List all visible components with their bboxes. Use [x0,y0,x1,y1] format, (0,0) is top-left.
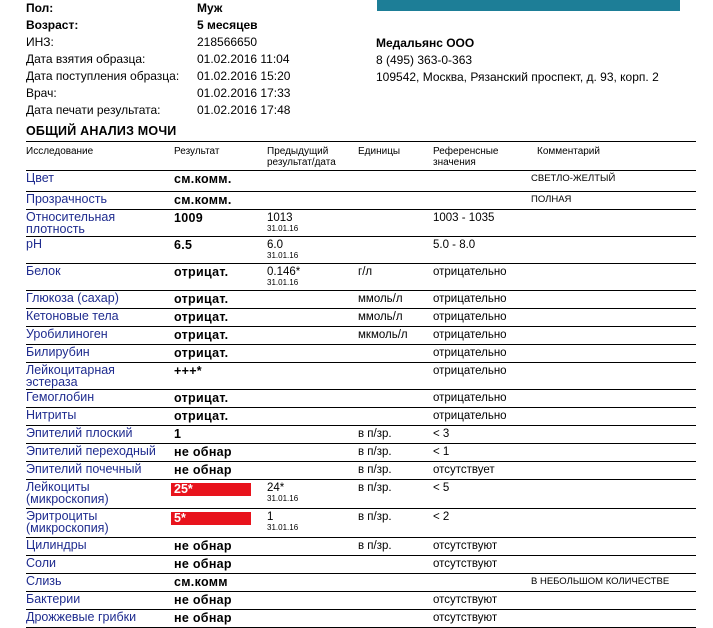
test-units: в п/зр. [358,464,392,476]
table-row [26,192,696,210]
reference-range: отрицательно [433,266,507,278]
table-row [26,592,696,610]
test-name: Цилиндры [26,538,87,552]
test-name: Лейкоцитарная эстераза [26,363,115,389]
previous-date: 31.01.16 [267,278,299,287]
patient-info-value: 5 месяцев [197,18,258,32]
patient-info-label: Пол: [26,1,54,15]
col-comment: Комментарий [537,146,600,157]
test-result: отрицат. [174,310,229,324]
test-name: Глюкоза (сахар) [26,291,119,305]
patient-info-label: Дата печати результата: [26,103,161,117]
test-name: Относительная плотность [26,210,116,236]
table-row [26,309,696,327]
patient-info-label: ИНЗ: [26,35,54,49]
test-result: 6.5 [174,238,193,252]
table-row [26,538,696,556]
results-table [26,141,696,628]
test-name: Гемоглобин [26,390,95,404]
table-row [26,610,696,628]
table-row [26,264,696,291]
test-result: 1009 [174,211,204,225]
previous-value: 1013 [267,212,293,224]
lab-name: Медальянс ООО [376,36,475,50]
patient-info-label: Дата взятия образца: [26,52,146,66]
test-result: не обнар [174,611,232,625]
previous-result [267,238,298,260]
reference-range: отрицательно [433,365,507,377]
test-name: Бактерии [26,592,81,606]
test-units: ммоль/л [358,311,403,323]
test-name: Белок [26,264,61,278]
table-row [26,171,696,192]
test-result: не обнар [174,539,232,553]
col-prev: Предыдущий результат/дата [267,146,336,168]
previous-value: 24* [267,482,285,494]
table-row [26,291,696,309]
table-row [26,390,696,408]
test-result: не обнар [174,463,232,477]
table-header [26,141,696,171]
table-row [26,462,696,480]
patient-info-value: 01.02.2016 17:33 [197,86,291,100]
abnormal-result-flag: 25* [171,483,251,496]
reference-range: 5.0 - 8.0 [433,239,476,251]
test-units: в п/зр. [358,540,392,552]
test-result: отрицат. [174,391,229,405]
reference-range: < 2 [433,511,450,523]
table-row [26,509,696,538]
patient-info [26,0,356,119]
test-name: Эпителий переходный [26,444,156,458]
test-units: ммоль/л [358,293,403,305]
test-units: в п/зр. [358,511,392,523]
previous-date: 31.01.16 [267,494,299,503]
lab-contact [376,35,659,86]
patient-info-row [26,17,356,34]
reference-range: отрицательно [433,347,507,359]
patient-info-value: 01.02.2016 15:20 [197,69,291,83]
test-name: Слизь [26,574,62,588]
reference-range: отрицательно [433,329,507,341]
patient-info-label: Дата поступления образца: [26,69,180,83]
previous-date: 31.01.16 [267,251,299,260]
table-row [26,363,696,390]
test-name: Лейкоциты (микроскопия) [26,480,109,506]
table-body [26,171,696,628]
table-row [26,480,696,509]
patient-info-row [26,34,356,51]
patient-info-value: 218566650 [197,35,258,49]
reference-range: отсутствуют [433,612,498,624]
test-name: Кетоновые тела [26,309,119,323]
reference-range: 1003 - 1035 [433,212,495,224]
col-units: Единицы [358,146,401,157]
test-result: отрицат. [174,409,229,423]
table-row [26,408,696,426]
test-name: Эритроциты (микроскопия) [26,509,109,535]
patient-info-label: Врач: [26,86,57,100]
lab-brand-banner [377,0,680,11]
test-units: в п/зр. [358,428,392,440]
previous-value: 0.146* [267,266,301,278]
patient-info-value: 01.02.2016 11:04 [197,52,290,66]
patient-info-value: Муж [197,1,223,15]
test-result: отрицат. [174,265,229,279]
test-name: Дрожжевые грибки [26,610,137,624]
reference-range: < 3 [433,428,450,440]
lab-phone: 8 (495) 363-0-363 [376,53,473,67]
test-name: Цвет [26,171,55,185]
table-row [26,345,696,363]
test-name: Билирубин [26,345,90,359]
test-units: мкмоль/л [358,329,408,341]
test-comment: СВЕТЛО-ЖЕЛТЫЙ [531,173,616,184]
reference-range: отрицательно [433,293,507,305]
test-units: в п/зр. [358,446,392,458]
test-result: отрицат. [174,328,229,342]
previous-result [267,510,298,532]
table-row [26,426,696,444]
previous-value: 1 [267,511,274,523]
table-row [26,210,696,237]
test-name: Прозрачность [26,192,107,206]
lab-address: 109542, Москва, Рязанский проспект, д. 93, корп. 2 [376,70,659,84]
test-result: +++* [174,364,202,378]
reference-range: отсутствуют [433,540,498,552]
test-result: не обнар [174,593,232,607]
abnormal-result-flag: 5* [171,512,251,525]
test-result: см.комм. [174,193,232,207]
test-result: 1 [174,427,182,441]
previous-result [267,481,298,503]
col-test: Исследование [26,146,94,157]
reference-range: < 5 [433,482,450,494]
col-ref: Референсные значения [433,146,499,168]
patient-info-value: 01.02.2016 17:48 [197,103,291,117]
table-row [26,444,696,462]
test-name: Эпителий плоский [26,426,133,440]
reference-range: отрицательно [433,311,507,323]
patient-info-row [26,85,356,102]
test-name: Эпителий почечный [26,462,142,476]
patient-info-row [26,51,356,68]
patient-info-label: Возраст: [26,18,79,32]
test-result: отрицат. [174,346,229,360]
previous-result [267,265,300,287]
test-name: Уробилиноген [26,327,108,341]
test-result: не обнар [174,557,232,571]
reference-range: отсутствуют [433,594,498,606]
test-name: Нитриты [26,408,77,422]
section-title: ОБЩИЙ АНАЛИЗ МОЧИ [26,124,177,138]
reference-range: < 1 [433,446,450,458]
test-result: см.комм. [174,172,232,186]
previous-value: 6.0 [267,239,283,251]
reference-range: отрицательно [433,410,507,422]
reference-range: отсутствует [433,464,495,476]
test-result: не обнар [174,445,232,459]
test-units: в п/зр. [358,482,392,494]
col-result: Результат [174,146,220,157]
table-row [26,556,696,574]
test-result: отрицат. [174,292,229,306]
patient-info-row [26,102,356,119]
test-comment: ПОЛНАЯ [531,194,572,205]
reference-range: отрицательно [433,392,507,404]
patient-info-row [26,68,356,85]
test-units: г/л [358,266,373,278]
patient-info-row [26,0,356,17]
table-row [26,574,696,592]
test-comment: В НЕБОЛЬШОМ КОЛИЧЕСТВЕ [531,576,670,587]
table-row [26,327,696,345]
test-name: Соли [26,556,56,570]
test-result: см.комм [174,575,228,589]
previous-result [267,211,298,233]
test-name: pH [26,237,42,251]
previous-date: 31.01.16 [267,224,299,233]
table-row [26,237,696,264]
previous-date: 31.01.16 [267,523,299,532]
reference-range: отсутствуют [433,558,498,570]
